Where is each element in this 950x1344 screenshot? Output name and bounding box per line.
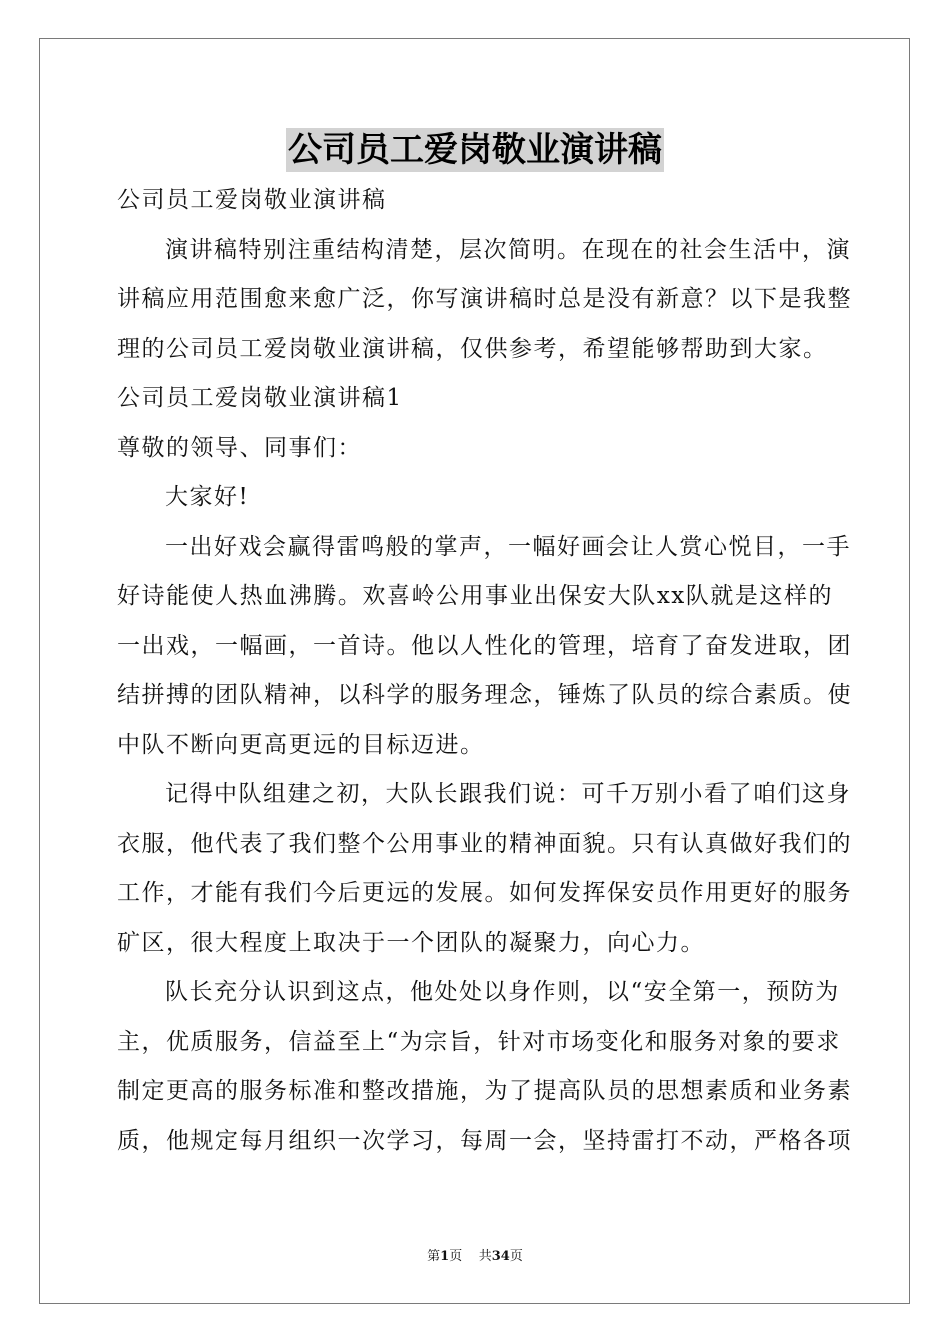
total-prefix: 共 bbox=[478, 1249, 492, 1264]
paragraph-line: 理的公司员工爱岗敬业演讲稿，仅供参考，希望能够帮助到大家。 bbox=[117, 335, 828, 362]
salutation-line: 尊敬的领导、同事们： bbox=[117, 434, 362, 461]
page-footer bbox=[0, 1248, 950, 1266]
total-suffix: 页 bbox=[509, 1249, 523, 1264]
page-total: 34 bbox=[491, 1249, 510, 1264]
title-container bbox=[0, 128, 950, 172]
paragraph-line: 一出好戏会赢得雷鸣般的掌声，一幅好画会让人赏心悦目，一手 bbox=[165, 533, 851, 560]
paragraph-line: 矿区，很大程度上取决于一个团队的凝聚力，向心力。 bbox=[117, 929, 705, 956]
document-title: 公司员工爱岗敬业演讲稿 bbox=[288, 130, 662, 170]
greeting-line: 大家好! bbox=[165, 484, 250, 510]
paragraph-line: 工作，才能有我们今后更远的发展。如何发挥保安员作用更好的服务 bbox=[117, 880, 852, 906]
paragraph-line: 制定更高的服务标准和整改措施，为了提高队员的思想素质和业务素 bbox=[117, 1078, 852, 1104]
paragraph-line: 结拼搏的团队精神，以科学的服务理念，锤炼了队员的综合素质。使 bbox=[117, 682, 852, 708]
subtitle-line: 公司员工爱岗敬业演讲稿 bbox=[117, 187, 387, 213]
paragraph-line: 记得中队组建之初，大队长跟我们说：可千万别小看了咱们这身 bbox=[165, 781, 851, 807]
paragraph-line: 中队不断向更高更远的目标迈进。 bbox=[117, 731, 485, 758]
paragraph-line: 主，优质服务，信益至上“为宗旨，针对市场变化和服务对象的要求 bbox=[117, 1028, 841, 1055]
page-prefix: 第 bbox=[427, 1249, 441, 1264]
paragraph-line: 队长充分认识到这点，他处处以身作则，以“安全第一，预防为 bbox=[165, 979, 840, 1005]
page-current: 1 bbox=[440, 1249, 450, 1264]
paragraph-line: 质，他规定每月组织一次学习，每周一会，坚持雷打不动，严格各项 bbox=[117, 1127, 852, 1154]
paragraph-line: 衣服，他代表了我们整个公用事业的精神面貌。只有认真做好我们的 bbox=[117, 830, 852, 857]
paragraph-line: 讲稿应用范围愈来愈广泛，你写演讲稿时总是没有新意？以下是我整 bbox=[117, 286, 852, 312]
section-heading: 公司员工爱岗敬业演讲稿1 bbox=[117, 385, 403, 411]
document-body bbox=[117, 176, 852, 1166]
paragraph-line: 一出戏，一幅画，一首诗。他以人性化的管理，培育了奋发进取，团 bbox=[117, 632, 852, 659]
paragraph-line: 演讲稿特别注重结构清楚，层次简明。在现在的社会生活中，演 bbox=[165, 236, 851, 263]
paragraph-line: 好诗能使人热血沸腾。欢喜岭公用事业出保安大队xx队就是这样的 bbox=[117, 583, 833, 609]
page-suffix: 页 bbox=[449, 1249, 463, 1264]
